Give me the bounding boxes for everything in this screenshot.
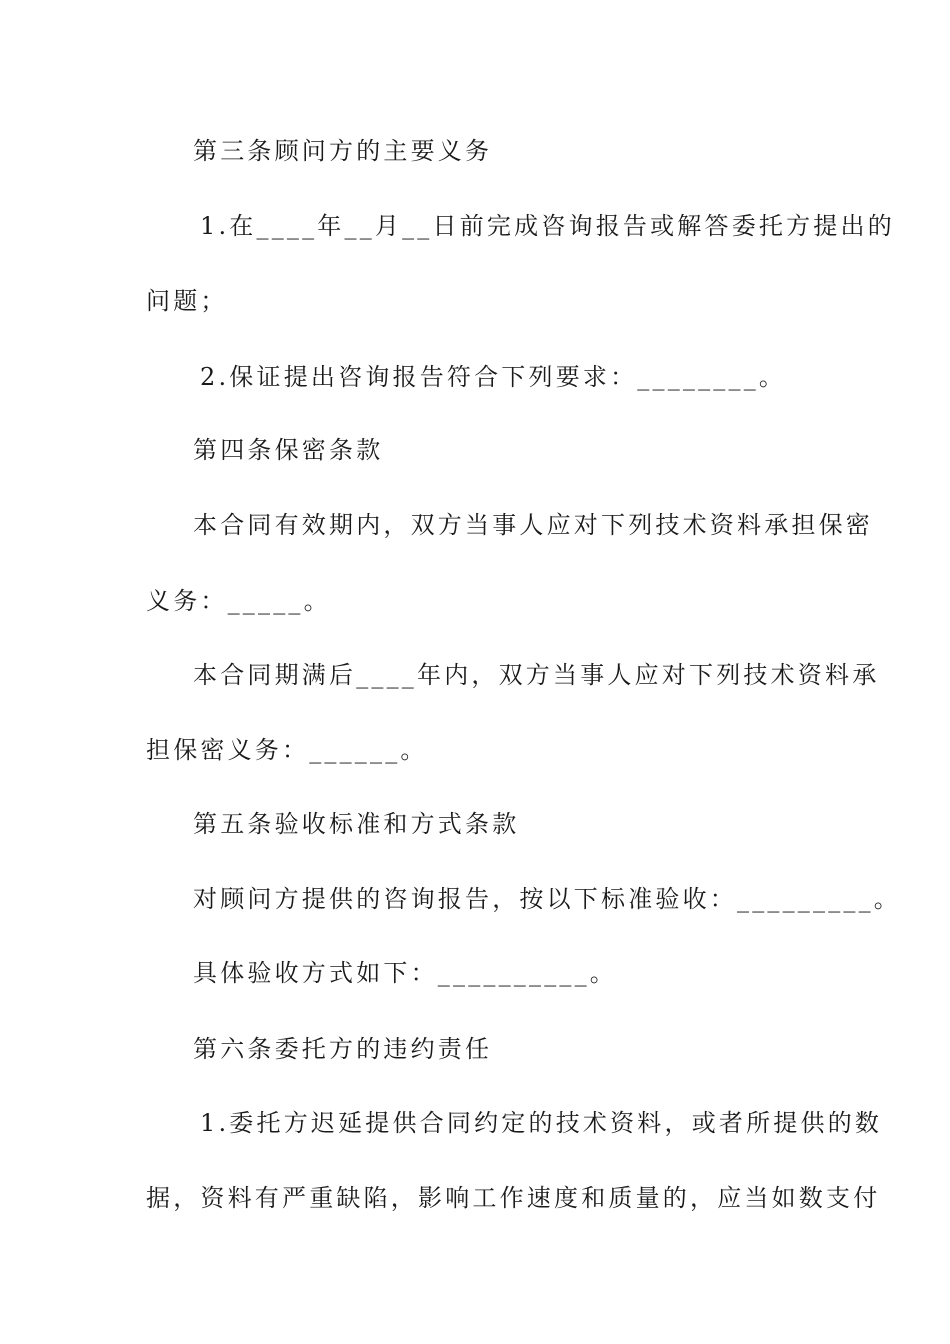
article-5-paragraph-2: 具体验收方式如下：__________。 [193,959,617,987]
article-6-item-1-cont: 据，资料有严重缺陷，影响工作速度和质量的，应当如数支付 [146,1184,881,1212]
article-4-paragraph-2-cont: 担保密义务：______。 [146,736,428,764]
article-4-paragraph-1: 本合同有效期内，双方当事人应对下列技术资料承担保密 [193,511,873,539]
article-3-heading: 第三条顾问方的主要义务 [193,137,493,165]
article-5-heading: 第五条验收标准和方式条款 [193,810,520,838]
article-3-item-1: 1.在____年__月__日前完成咨询报告或解答委托方提出的 [200,212,895,240]
article-4-paragraph-2: 本合同期满后____年内，双方当事人应对下列技术资料承 [193,661,880,689]
article-3-item-2: 2.保证提出咨询报告符合下列要求：________。 [200,363,787,391]
article-6-heading: 第六条委托方的违约责任 [193,1035,493,1063]
article-5-paragraph-1: 对顾问方提供的咨询报告，按以下标准验收：_________。 [193,885,901,913]
article-3-item-1-cont: 问题； [146,287,228,315]
article-4-paragraph-1-cont: 义务：_____。 [146,587,331,615]
article-4-heading: 第四条保密条款 [193,436,384,464]
article-6-item-1: 1.委托方迟延提供合同约定的技术资料，或者所提供的数 [200,1109,883,1137]
